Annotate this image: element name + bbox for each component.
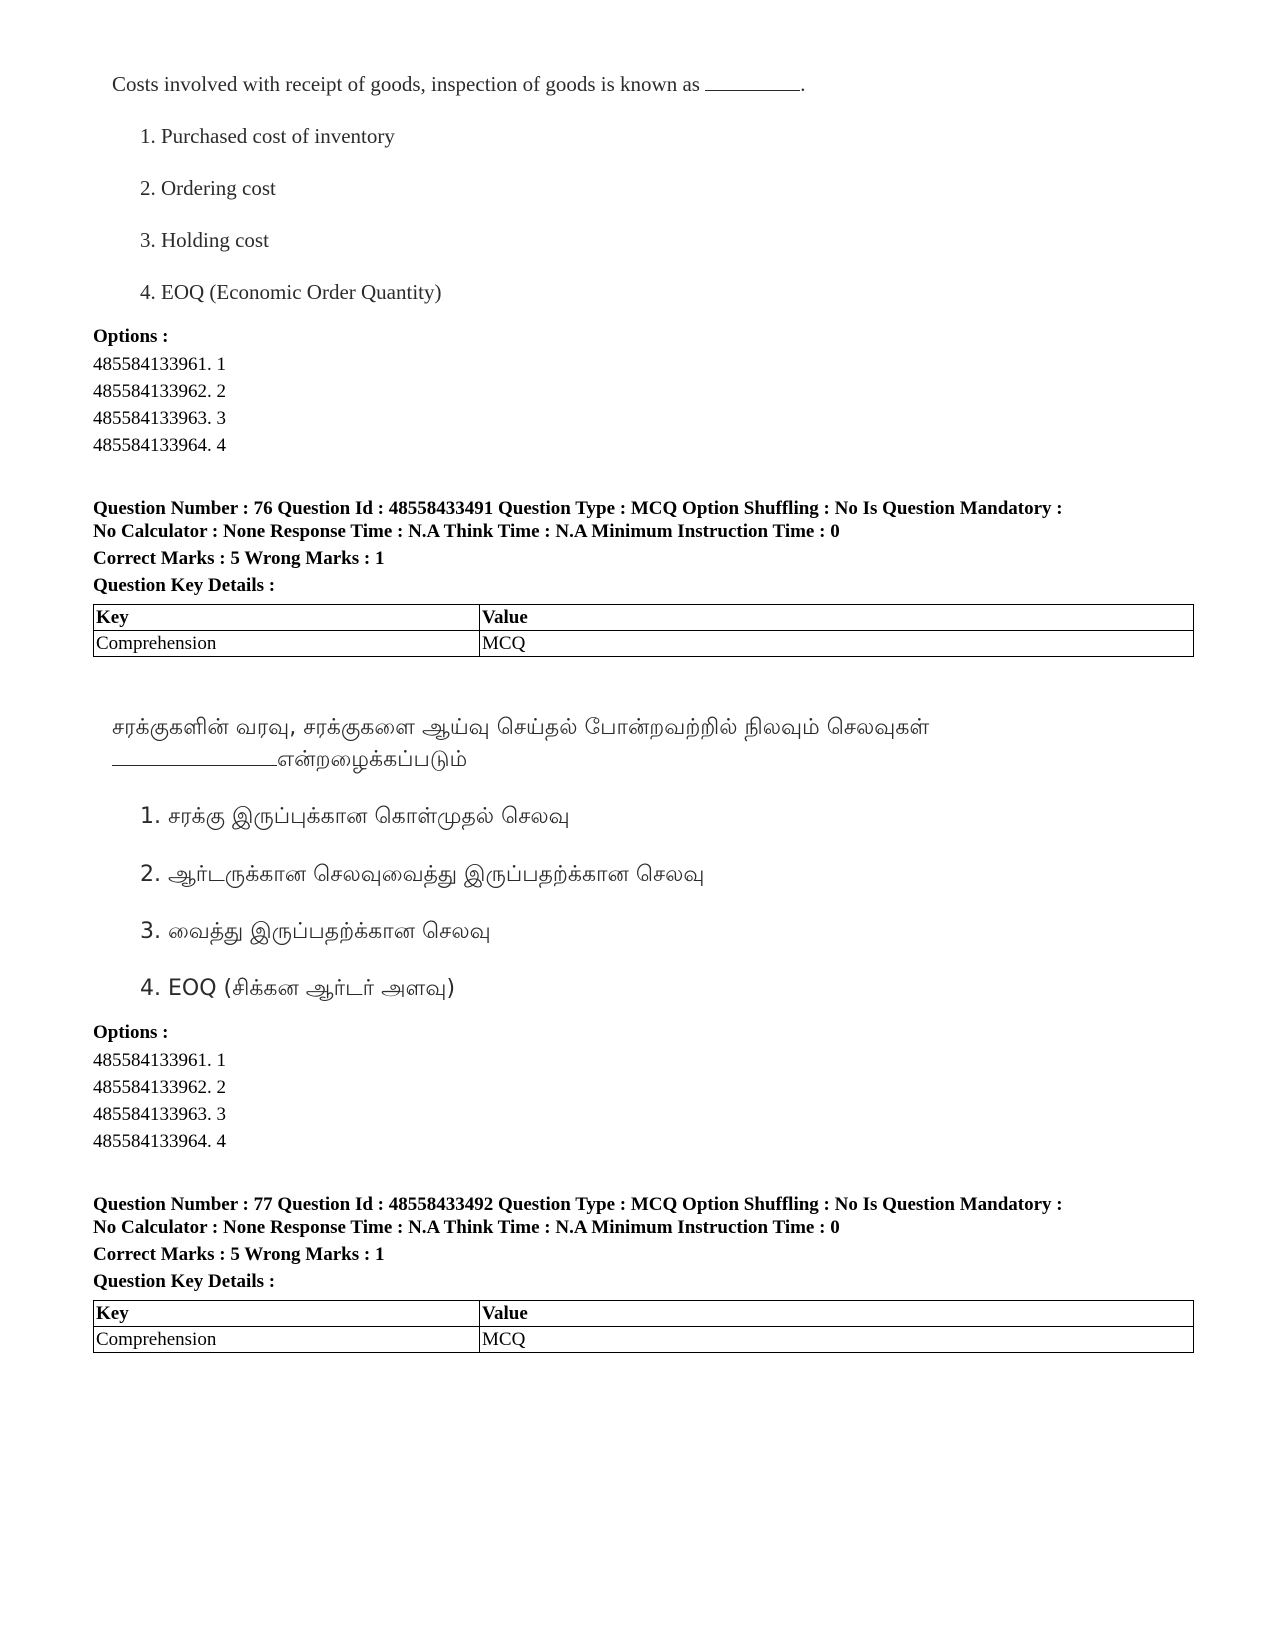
table-header-key: Key <box>94 605 480 631</box>
table-header-value: Value <box>480 605 1194 631</box>
choice-2: 2. Ordering cost <box>140 176 276 200</box>
question-key-details-heading: Question Key Details : <box>93 575 276 596</box>
option-item: 485584133961. 1 <box>93 354 226 375</box>
answer-blank <box>112 745 277 766</box>
question-marks: Correct Marks : 5 Wrong Marks : 1 <box>93 548 385 569</box>
choice-4: 4. EOQ (சிக்கன ஆர்டர் அளவு) <box>140 976 456 1001</box>
table-cell-key: Comprehension <box>94 631 480 657</box>
question-meta-line-2: No Calculator : None Response Time : N.A Think Time : N.A Minimum Instruction Time : 0 <box>93 1217 840 1238</box>
choice-3: 3. Holding cost <box>140 228 269 252</box>
question-stem-end: . <box>800 72 806 96</box>
choice-1: 1. Purchased cost of inventory <box>140 124 395 148</box>
choice-3: 3. வைத்து இருப்பதற்க்கான செலவு <box>140 919 491 944</box>
question-marks: Correct Marks : 5 Wrong Marks : 1 <box>93 1244 385 1265</box>
choice-4: 4. EOQ (Economic Order Quantity) <box>140 280 442 304</box>
table-header-value: Value <box>480 1301 1194 1327</box>
question-stem-text: Costs involved with receipt of goods, inspection of goods is known as <box>112 72 700 96</box>
options-heading: Options : <box>93 1022 169 1043</box>
option-item: 485584133964. 4 <box>93 1131 226 1152</box>
table-cell-key: Comprehension <box>94 1327 480 1353</box>
choice-2: 2. ஆர்டருக்கான செலவுவைத்து இருப்பதற்க்கான செலவு <box>140 862 705 887</box>
question-stem-line-2-text: என்றழைக்கப்படும் <box>277 747 468 772</box>
options-heading: Options : <box>93 326 169 347</box>
option-item: 485584133962. 2 <box>93 381 226 402</box>
question-meta-line-1: Question Number : 76 Question Id : 48558433491 Question Type : MCQ Option Shuffling : No Is Question Mandatory : <box>93 498 1063 519</box>
question-meta-line-1: Question Number : 77 Question Id : 48558433492 Question Type : MCQ Option Shuffling : No Is Question Mandatory : <box>93 1194 1063 1215</box>
option-item: 485584133963. 3 <box>93 408 226 429</box>
question-stem-tamil <box>112 712 1172 776</box>
option-item: 485584133963. 3 <box>93 1104 226 1125</box>
option-item: 485584133962. 2 <box>93 1077 226 1098</box>
question-key-table <box>93 1300 1194 1353</box>
option-item: 485584133964. 4 <box>93 435 226 456</box>
question-stem-line-1: சரக்குகளின் வரவு, சரக்குகளை ஆய்வு செய்தல் போன்றவற்றில் நிலவும் செலவுகள் <box>112 715 930 740</box>
table-header-key: Key <box>94 1301 480 1327</box>
option-item: 485584133961. 1 <box>93 1050 226 1071</box>
question-meta-line-2: No Calculator : None Response Time : N.A Think Time : N.A Minimum Instruction Time : 0 <box>93 521 840 542</box>
table-cell-value: MCQ <box>480 631 1194 657</box>
question-stem-line-2 <box>112 744 1172 776</box>
question-key-details-heading: Question Key Details : <box>93 1271 276 1292</box>
answer-blank <box>705 72 800 91</box>
choice-1: 1. சரக்கு இருப்புக்கான கொள்முதல் செலவு <box>140 804 570 829</box>
question-stem <box>112 72 805 97</box>
table-cell-value: MCQ <box>480 1327 1194 1353</box>
question-key-table <box>93 604 1194 657</box>
